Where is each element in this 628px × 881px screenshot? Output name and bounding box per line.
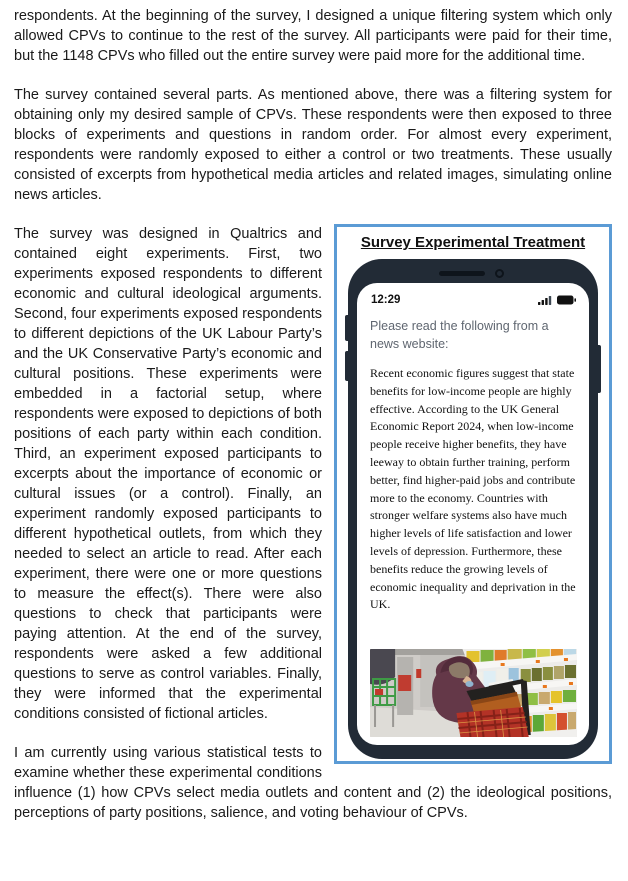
figure-title: Survey Experimental Treatment	[360, 234, 586, 251]
paragraph-survey-parts: The survey contained several parts. As mentioned above, there was a filtering system for obtaining only my desired sample of CPVs. These respondents were then exposed to three blocks of experiments and questions in random order. For almost every experiment, respondents were randomly exposed to either a control or two treatments. These usually consisted of excerpts from hypothetical media articles and related images, simulating online news articles.	[14, 87, 612, 203]
phone-prompt-text: Please read the following from a news website:	[370, 319, 549, 351]
phone-screen	[357, 283, 589, 745]
phone-speaker-icon	[439, 271, 485, 276]
paragraph-survey-design: The survey was designed in Qualtrics and contained eight experiments. First, two experiments exposed respondents to different economic and cultural ideological arguments. Second, four experiments exposed respondents to different depictions of the UK Labour Party’s and the UK Conservative Party’s economic and cultural positions. These experiments were embedded in a factorial setup, where respondents were exposed to depictions of both positions of each party within each condition. Third, an experiment exposed participants to excerpts about the importance of economic or cultural issues (or a control). Finally, an experiment randomly exposed participants to different hypothetical outlets, from which they needed to select an article to read. After each experiment, there were one or more questions to measure the effect(s). There were also questions to check that participants were paying attention. At the end of the survey, respondents were asked a few additional questions to serve as control variables. Finally, they were informed that the experimental conditions consisted of fictional articles.	[14, 226, 322, 722]
status-icons	[538, 295, 576, 305]
phone-mockup	[348, 259, 598, 759]
phone-status-bar	[371, 293, 576, 307]
paragraph-statistical-tests: I am currently using various statistical tests to examine whether these experimental conditions influence (1) how CPVs select media outlets and content and (2) the ideological positions, perceptions of party positions, salience, and voting behaviour of CPVs.	[14, 745, 612, 821]
battery-icon	[557, 295, 576, 305]
signal-icon	[538, 295, 552, 305]
supermarket-photo-illustration	[370, 649, 577, 737]
status-time: 12:29	[371, 294, 401, 306]
supermarket-photo	[370, 649, 577, 737]
survey-treatment-figure	[334, 224, 612, 764]
phone-article-text: Recent economic figures suggest that state benefits for low-income people are highly effective. According to the UK General Economic Report 2024, when low-income people receive higher benefits, they have leeway to obtain further training, perform better, find higher-paid jobs and contribute more to the economy. Countries with stronger welfare systems also have much higher levels of life satisfaction and lower levels of depression. Furthermore, these benefits reduce the growing levels of economic inequality and deprivation in the UK.	[370, 366, 576, 612]
phone-camera-icon	[495, 269, 504, 278]
phone-volume-button	[345, 351, 349, 381]
phone-volume-button	[345, 315, 349, 341]
phone-power-button	[597, 345, 601, 393]
paragraph-respondents: respondents. At the beginning of the survey, I designed a unique filtering system which only allowed CPVs to continue to the rest of the survey. All participants were paid for their time, but the 1148 CPVs who filled out the entire survey were paid more for the additional time.	[14, 8, 612, 64]
